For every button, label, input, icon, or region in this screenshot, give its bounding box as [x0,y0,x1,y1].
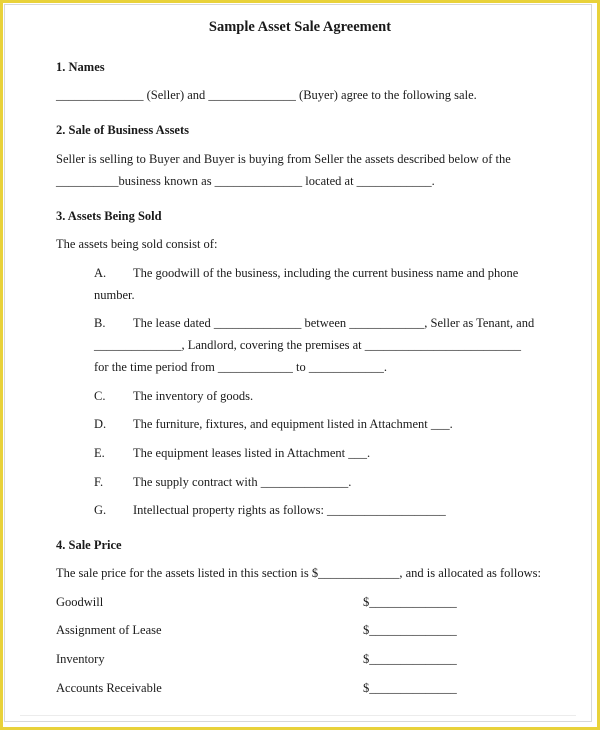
price-row-label: Goodwill [56,595,104,609]
price-row-value: $______________ [363,652,457,666]
item-text: The furniture, fixtures, and equipment listed in Attachment ___. [133,417,453,431]
price-row-label: Inventory [56,652,105,666]
item-text: The inventory of goods. [133,389,254,403]
item-letter: A. [94,266,107,280]
section-4-intro: The sale price for the assets listed in this section is $_____________, and is allocated as follows: [56,566,541,580]
price-row-value: $______________ [363,595,457,609]
item-letter: E. [94,446,105,460]
section-3-intro: The assets being sold consist of: [56,237,218,251]
section-3-heading: 3. Assets Being Sold [56,209,162,223]
item-letter: B. [94,316,106,330]
price-row-label: Accounts Receivable [56,681,162,695]
section-2-text-line2: __________business known as ______________ located at ____________. [56,174,435,188]
item-text: for the time period from ____________ to ____________. [94,360,388,374]
item-letter: G. [94,503,107,517]
item-letter: C. [94,389,106,403]
price-row-value: $______________ [363,681,457,695]
item-text: The lease dated ______________ between ____________, Seller as Tenant, and [133,316,535,330]
item-text: number. [94,288,135,302]
section-1-heading: 1. Names [56,60,105,74]
item-letter: D. [94,417,107,431]
item-text: ______________, Landlord, covering the premises at _________________________ [94,338,522,352]
item-text: The equipment leases listed in Attachment ___. [133,446,371,460]
item-letter: F. [94,475,104,489]
document-title: Sample Asset Sale Agreement [208,19,392,35]
item-text: The goodwill of the business, including the current business name and phone [133,266,519,280]
section-4-heading: 4. Sale Price [56,538,122,552]
price-row-value: $______________ [363,623,457,637]
section-2-heading: 2. Sale of Business Assets [56,123,190,137]
price-row-label: Assignment of Lease [56,623,162,637]
section-1-text: ______________ (Seller) and ______________ (Buyer) agree to the following sale. [56,88,477,102]
item-text: The supply contract with ______________. [133,475,352,489]
section-2-text-line1: Seller is selling to Buyer and Buyer is buying from Seller the assets described below of the [56,152,511,166]
page-divider [20,715,576,716]
item-text: Intellectual property rights as follows: ___________________ [133,503,446,517]
